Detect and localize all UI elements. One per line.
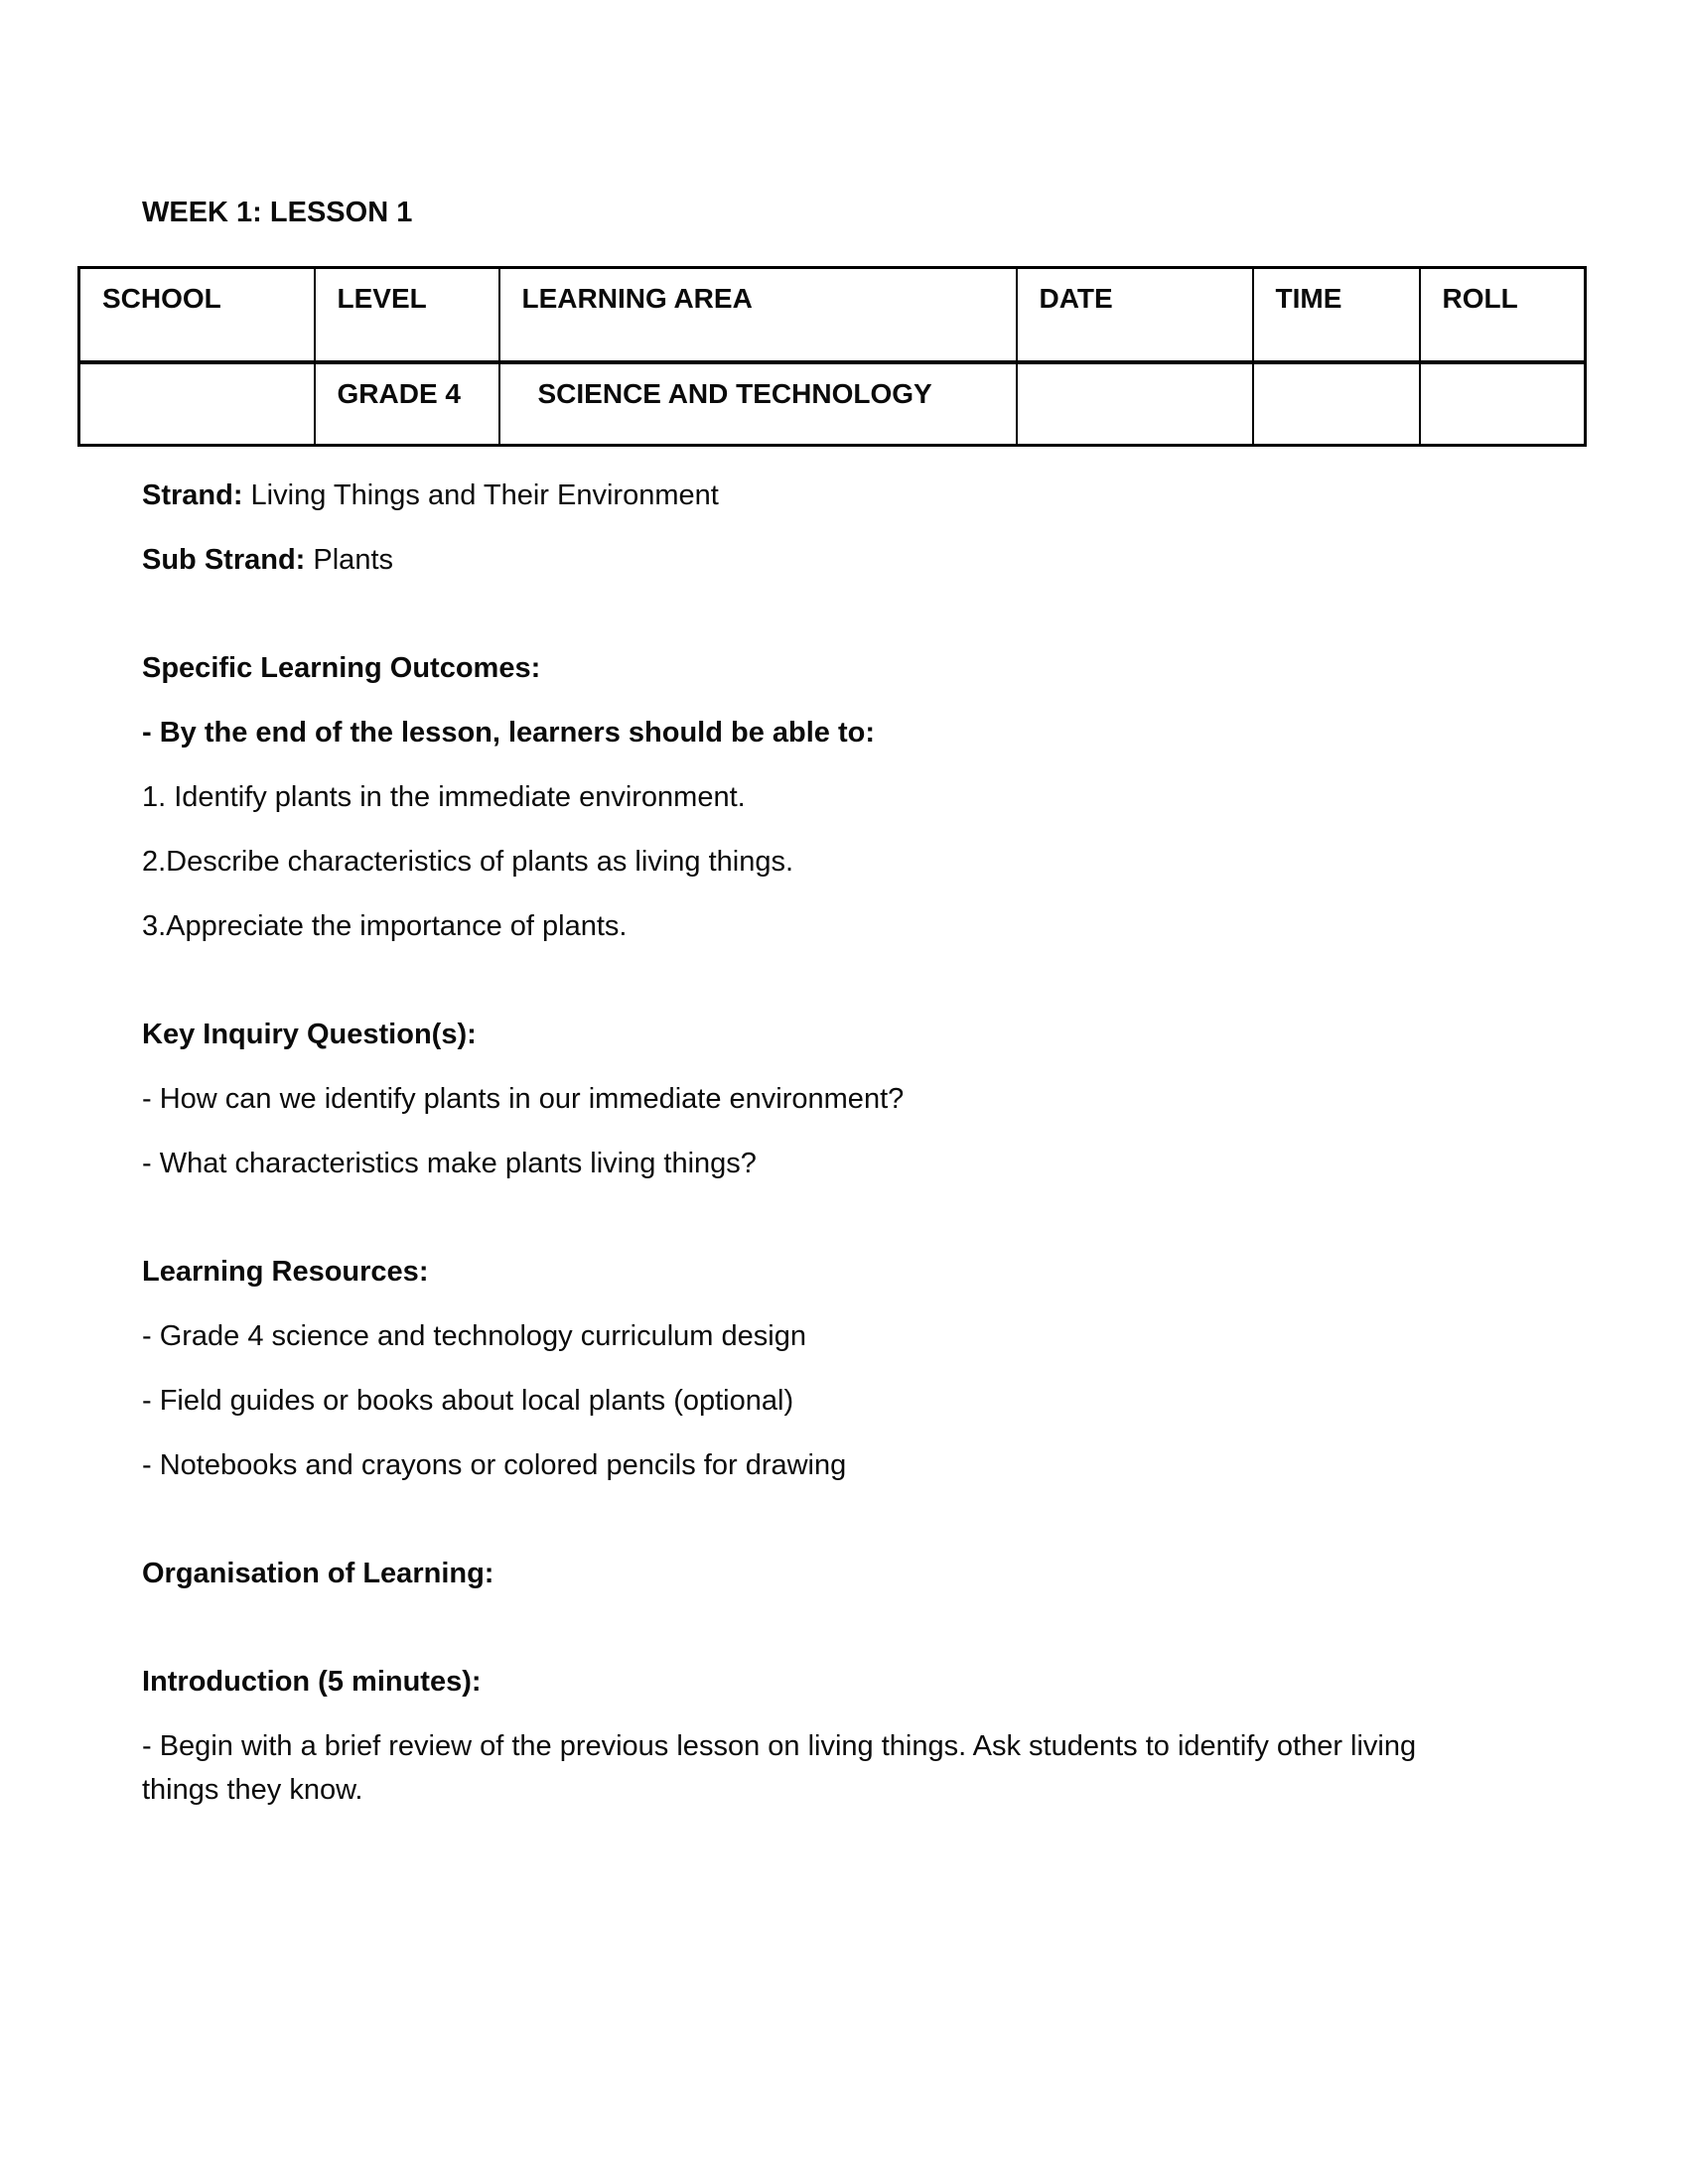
table-header-learning-area: LEARNING AREA [499, 268, 1017, 363]
table-header-date: DATE [1017, 268, 1253, 363]
outcome-item-2: 2.Describe characteristics of plants as living things. [142, 846, 794, 878]
table-header-time: TIME [1253, 268, 1420, 363]
outcomes-heading: Specific Learning Outcomes: [142, 652, 541, 684]
inquiry-heading: Key Inquiry Question(s): [142, 1019, 477, 1050]
cell-learning-area: SCIENCE AND TECHNOLOGY [499, 362, 1017, 446]
lesson-info-table [77, 266, 1587, 447]
strand-label: Strand: [142, 479, 243, 511]
resource-item-1: - Grade 4 science and technology curriculum design [142, 1320, 806, 1352]
cell-date [1017, 362, 1253, 446]
introduction-text: - Begin with a brief review of the previous lesson on living things. Ask students to identify other living things they know. [142, 1730, 1417, 1806]
document-body [142, 474, 1477, 1812]
cell-level: GRADE 4 [315, 362, 499, 446]
outcome-item-3: 3.Appreciate the importance of plants. [142, 910, 628, 942]
outcome-item-1: 1. Identify plants in the immediate environment. [142, 781, 746, 813]
inquiry-question-1: - How can we identify plants in our immediate environment? [142, 1083, 905, 1115]
resource-item-2: - Field guides or books about local plants (optional) [142, 1385, 794, 1417]
cell-roll [1420, 362, 1586, 446]
table-row [79, 362, 1586, 446]
substrand-label: Sub Strand: [142, 544, 306, 576]
page-title: WEEK 1: LESSON 1 [142, 197, 413, 228]
inquiry-question-2: - What characteristics make plants living things? [142, 1148, 757, 1179]
introduction-heading: Introduction (5 minutes): [142, 1666, 482, 1698]
organisation-heading: Organisation of Learning: [142, 1558, 494, 1589]
table-header-level: LEVEL [315, 268, 499, 363]
table-header-school: SCHOOL [79, 268, 315, 363]
resources-heading: Learning Resources: [142, 1256, 429, 1288]
outcomes-intro: - By the end of the lesson, learners should be able to: [142, 717, 876, 749]
substrand-value: Plants [305, 544, 394, 576]
strand-line [142, 474, 1477, 517]
cell-time [1253, 362, 1420, 446]
resource-item-3: - Notebooks and crayons or colored pencils for drawing [142, 1449, 847, 1481]
substrand-line [142, 538, 1477, 582]
cell-school [79, 362, 315, 446]
table-header-row [79, 268, 1586, 363]
strand-value: Living Things and Their Environment [242, 479, 719, 511]
table-header-roll: ROLL [1420, 268, 1586, 363]
